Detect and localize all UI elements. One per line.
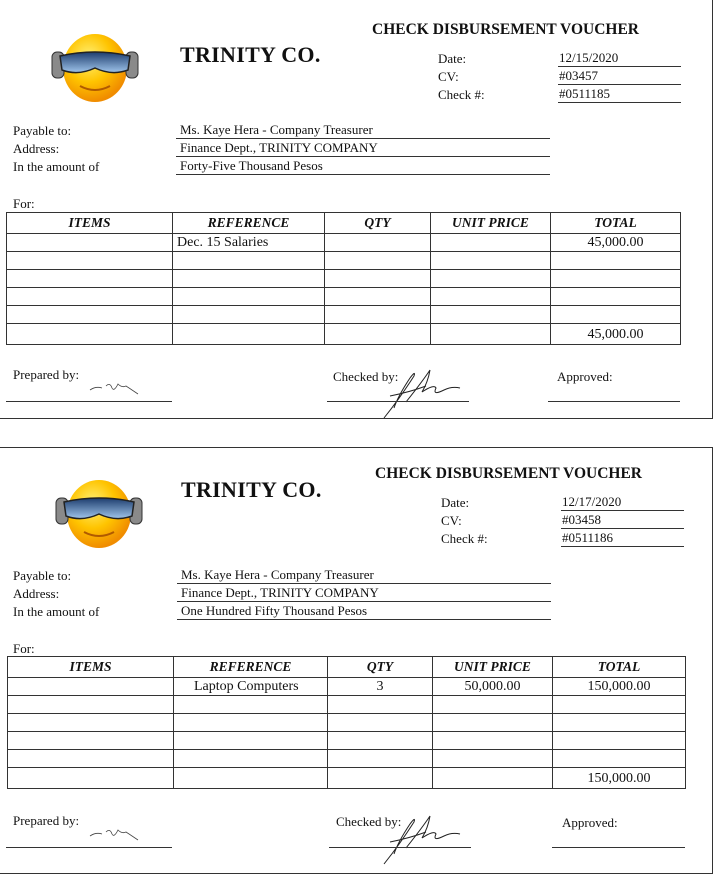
address-label: Address:	[13, 141, 60, 156]
approved-line	[552, 847, 685, 848]
for-label: For:	[13, 196, 35, 211]
check-label: Check #:	[438, 87, 485, 102]
header-qty: QTY	[328, 657, 433, 678]
table-row	[8, 750, 686, 768]
prepared-by-label: Prepared by:	[13, 813, 80, 828]
items-table	[6, 212, 681, 345]
voucher-2	[0, 447, 713, 874]
table-row	[7, 288, 681, 306]
header-unit-price: UNIT PRICE	[433, 657, 553, 678]
voucher-title: CHECK DISBURSEMENT VOUCHER	[375, 465, 642, 482]
amount-words-value: Forty-Five Thousand Pesos	[176, 158, 550, 175]
table-row	[8, 696, 686, 714]
address-value: Finance Dept., TRINITY COMPANY	[177, 585, 551, 602]
prepared-by-line	[6, 401, 172, 402]
cell-reference: Dec. 15 Salaries	[173, 234, 325, 252]
cell-item	[7, 234, 173, 252]
cell-unit-price	[431, 234, 551, 252]
check-value: #0511185	[558, 86, 681, 103]
header-total: TOTAL	[551, 213, 681, 234]
date-value: 12/15/2020	[558, 50, 681, 67]
sunglasses-smiley-logo-icon	[50, 28, 140, 106]
cv-label: CV:	[441, 513, 462, 528]
amount-words-value: One Hundred Fifty Thousand Pesos	[177, 603, 551, 620]
grand-total-row	[7, 324, 681, 345]
header-unit-price: UNIT PRICE	[431, 213, 551, 234]
company-name: TRINITY CO.	[181, 477, 322, 502]
cell-unit-price: 50,000.00	[433, 678, 553, 696]
cv-label: CV:	[438, 69, 459, 84]
cell-total: 150,000.00	[553, 678, 686, 696]
grand-total: 45,000.00	[551, 324, 681, 345]
approved-line	[548, 401, 680, 402]
checked-by-line	[327, 401, 469, 402]
payable-label: Payable to:	[13, 568, 72, 583]
cell-qty	[325, 234, 431, 252]
cell-item	[8, 678, 174, 696]
date-value: 12/17/2020	[561, 494, 684, 511]
table-row	[7, 270, 681, 288]
approved-label: Approved:	[557, 369, 613, 384]
payable-value: Ms. Kaye Hera - Company Treasurer	[176, 122, 550, 139]
table-header-row	[7, 213, 681, 234]
cv-value: #03458	[561, 512, 684, 529]
table-row	[7, 234, 681, 252]
voucher-title: CHECK DISBURSEMENT VOUCHER	[372, 21, 639, 38]
sunglasses-smiley-logo-icon	[54, 474, 144, 552]
approved-label: Approved:	[562, 815, 618, 830]
table-header-row	[8, 657, 686, 678]
header-qty: QTY	[325, 213, 431, 234]
payable-value: Ms. Kaye Hera - Company Treasurer	[177, 567, 551, 584]
table-row	[8, 678, 686, 696]
checked-signature-icon	[370, 808, 470, 866]
header-reference: REFERENCE	[173, 213, 325, 234]
header-items: ITEMS	[8, 657, 174, 678]
cell-reference: Laptop Computers	[174, 678, 328, 696]
checked-by-label: Checked by:	[336, 814, 402, 829]
cv-value: #03457	[558, 68, 681, 85]
voucher-1	[0, 0, 713, 419]
items-table	[7, 656, 686, 789]
check-label: Check #:	[441, 531, 488, 546]
checked-signature-icon	[370, 362, 470, 420]
header-reference: REFERENCE	[174, 657, 328, 678]
grand-total-row	[8, 768, 686, 789]
checked-by-label: Checked by:	[333, 369, 399, 384]
header-total: TOTAL	[553, 657, 686, 678]
grand-total: 150,000.00	[553, 768, 686, 789]
company-name: TRINITY CO.	[180, 42, 321, 67]
checked-by-line	[329, 847, 471, 848]
address-label: Address:	[13, 586, 60, 601]
payable-label: Payable to:	[13, 123, 72, 138]
header-items: ITEMS	[7, 213, 173, 234]
prepared-signature-icon	[88, 374, 148, 398]
date-label: Date:	[438, 51, 467, 66]
prepared-signature-icon	[88, 820, 148, 844]
for-label: For:	[13, 641, 35, 656]
cell-total: 45,000.00	[551, 234, 681, 252]
prepared-by-line	[6, 847, 172, 848]
table-row	[7, 306, 681, 324]
amount-label: In the amount of	[13, 159, 100, 174]
table-row	[8, 714, 686, 732]
table-row	[8, 732, 686, 750]
cell-qty: 3	[328, 678, 433, 696]
check-value: #0511186	[561, 530, 684, 547]
prepared-by-label: Prepared by:	[13, 367, 80, 382]
table-row	[7, 252, 681, 270]
address-value: Finance Dept., TRINITY COMPANY	[176, 140, 550, 157]
amount-label: In the amount of	[13, 604, 100, 619]
date-label: Date:	[441, 495, 470, 510]
